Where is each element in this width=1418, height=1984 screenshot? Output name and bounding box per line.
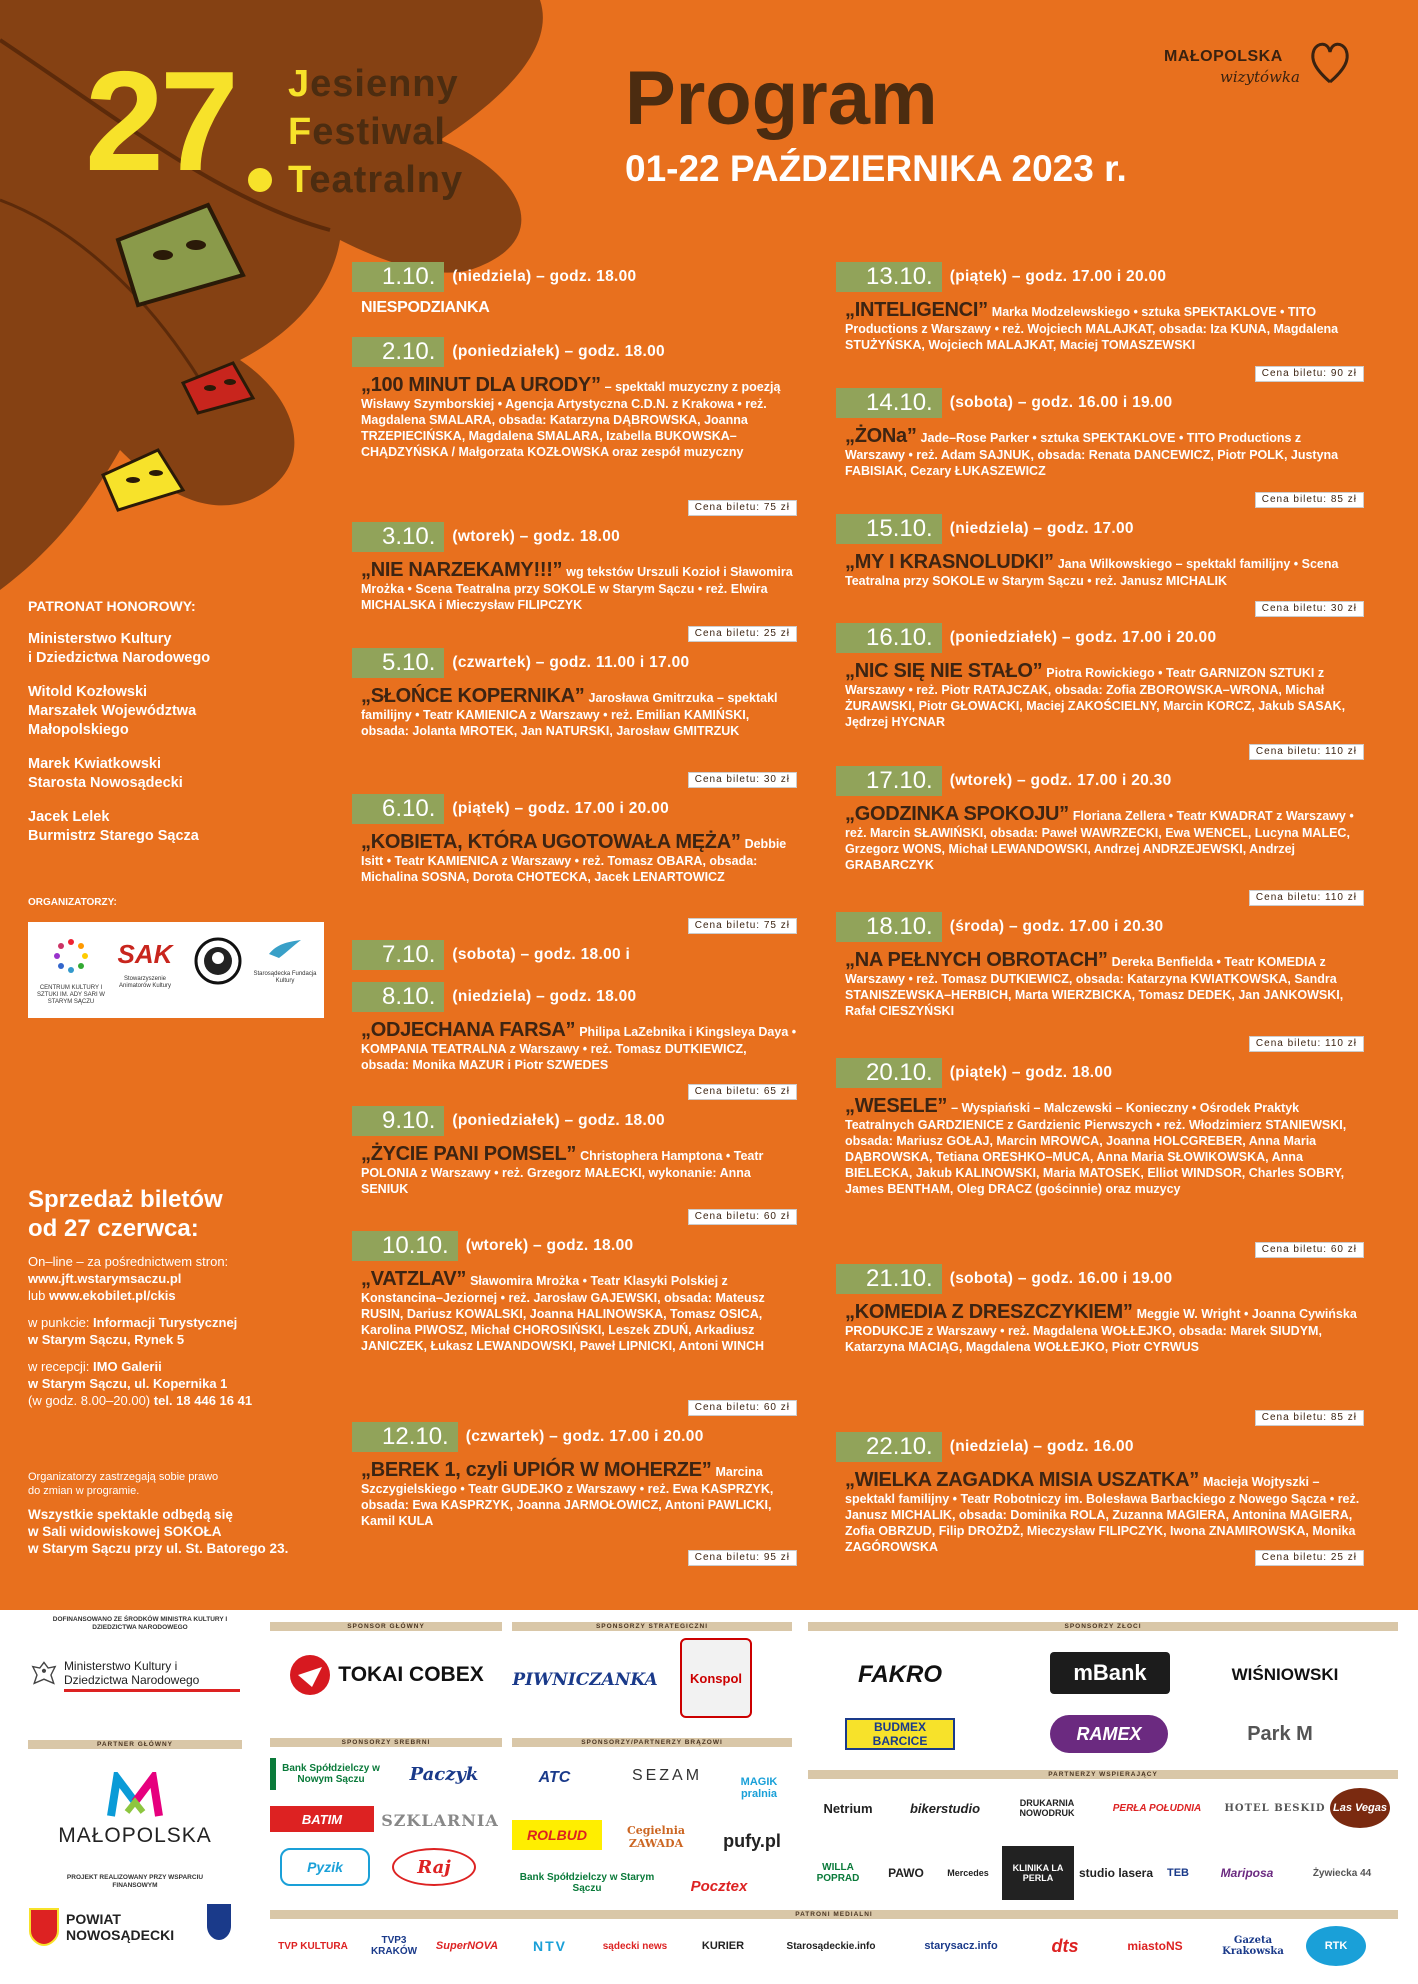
event-date: 13.10.	[836, 262, 942, 292]
sponsor-logo-pocztex: Pocztex	[690, 1877, 748, 1895]
sponsor-logo-kurier: KURIER	[701, 1940, 745, 1952]
sponsor-logo-teb: TEB	[1167, 1867, 1189, 1879]
event-18-10	[836, 912, 1364, 1052]
event-date: 1.10.	[352, 262, 444, 292]
program-dates: 01-22 PAŹDZIERNIKA 2023 r.	[625, 148, 1127, 189]
malopolska-logo: MAŁOPOLSKA	[28, 1760, 242, 1860]
ministry-logo: Ministerstwo Kultury i Dziedzictwa Narodowego	[30, 1650, 240, 1700]
festival-word-3: Teatralny	[288, 159, 464, 201]
program-title: Program	[625, 56, 938, 141]
ticket-price: Cena biletu: 110 zł	[1249, 890, 1364, 906]
event-body	[352, 824, 797, 885]
ck-dots-icon	[51, 936, 91, 976]
main-sponsor-label: SPONSOR GŁÓWNY	[270, 1622, 502, 1631]
event-17-10	[836, 766, 1364, 906]
event-time: (wtorek) – godz. 18.00	[465, 1237, 634, 1254]
sponsor-logo-per-a-po-udnia: PERŁA POŁUDNIA	[1112, 1802, 1202, 1814]
heart-icon	[1308, 38, 1352, 86]
ticket-price: Cena biletu: 30 zł	[1255, 601, 1364, 617]
mask-red-icon	[178, 358, 258, 418]
sponsor-logo-cegielnia-zawada: Cegielnia ZAWADA	[626, 1824, 686, 1850]
event-body	[352, 292, 797, 317]
event-date: 2.10.	[352, 337, 444, 367]
city-crest-icon	[205, 1902, 233, 1942]
sponsor-logo-willa-poprad: WILLA POPRAD	[816, 1862, 860, 1884]
event-date-row	[836, 766, 1364, 796]
event-description: Philipa LaZebnika i Kingsleya Daya • KOMPANIA TEATRALNA z Warszawy • reż. Tomasz DUTKIEWICZ, obsada: Monika MAZUR i Piotr SZWEDES	[361, 1025, 797, 1072]
ticket-price: Cena biletu: 60 zł	[1255, 1242, 1364, 1258]
event-description: Macieja Wojtyszki – spektakl familijny • Teatr Robotniczy im. Bolesława Barbackiego z Nowego Sącza • reż. Janusz MICHALIK, obsada: Dominika ROLA, Zuzanna MAGIERA, Antonina MAGIERA, Zofia OBRZUD, Filip DROŻDŻ, Mieczysław FILIPCZYK, Iwona ZNAMIROWSKA, Monika ZAGÓROWSKA	[845, 1475, 1360, 1554]
patron-3: Marek Kwiatkowski Starosta Nowosądecki	[28, 756, 183, 791]
event-description: Jarosława Gmitrzuka – spektakl familijny • Teatr KAMIENICA z Warszawy • reż. Emilian KAMIŃSKI, obsada: Jolanta MROTEK, Jan NATURSKI, Jarosław GMITRZUK	[361, 691, 778, 738]
event-1-10	[352, 262, 797, 331]
event-title: „NA PEŁNYCH OBROTACH”	[845, 949, 1108, 971]
event-time: (piątek) – godz. 17.00 i 20.00	[949, 268, 1167, 285]
organizer-notes: Organizatorzy zastrzegają sobie prawo do zmian w programie. Wszystkie spektakle odbędą się w Sali widowiskowej SOKOŁA w Starym Sączu przy ul. St. Batorego 23.	[28, 1471, 289, 1556]
event-date-row	[836, 1264, 1364, 1294]
event-body	[836, 418, 1364, 479]
event-5-10	[352, 648, 797, 788]
event-description: – Wyspiański – Malczewski – Konieczny • Ośrodek Praktyk Teatralnych GARDZIENICE z Gardzienic Pierwszych • reż. Włodzimierz STANIEWSKI, obsada: Mariusz GOŁAJ, Marcin MROWCA, Joanna HOLCGREBER, Anna Maria DĄBROWSKA, Tetiana ORESHKO–MUCA, Anna Maria SŁOWIKOWSKA, Anna BIELECKA, Jakub KALINOWSKI, Maria MATOSEK, Elliot WINDSOR, Charles SOBRY, James BENTHAM, Oleg DRACZ (gościnnie) oraz muzycy	[845, 1101, 1347, 1196]
event-date-row	[836, 388, 1364, 418]
ticket-price: Cena biletu: 110 zł	[1249, 744, 1364, 760]
konspol-logo: Konspol	[680, 1638, 752, 1718]
event-date: 18.10.	[836, 912, 942, 942]
event-date-row	[352, 337, 797, 367]
event-date-row	[836, 1058, 1364, 1088]
sponsor-logo-klinika-la-perla: KLINIKA LA PERLA	[1002, 1846, 1074, 1900]
event-22-10	[836, 1432, 1364, 1566]
event-title: „ŻONa”	[845, 425, 917, 447]
event-description: Debbie Isitt • Teatr KAMIENICA z Warszawy • reż. Tomasz OBARA, obsada: Michalina SOSNA, Dorota CHOTECKA, Jacek LENARTOWICZ	[361, 837, 787, 884]
saki-mark: SAK	[117, 939, 173, 969]
sponsor-logo-studio-lasera: studio lasera	[1078, 1866, 1154, 1880]
event-title: „MY I KRASNOLUDKI”	[845, 551, 1054, 573]
media-label: PATRONI MEDIALNI	[270, 1910, 1398, 1919]
partner-label: PARTNER GŁÓWNY	[28, 1740, 242, 1749]
festival-word-1: Jesienny	[288, 63, 459, 105]
event-title: „NIE NARZEKAMY!!!”	[361, 559, 563, 581]
event-date: 21.10.	[836, 1264, 942, 1294]
event-time: (środa) – godz. 17.00 i 20.30	[949, 918, 1164, 935]
event-date-row	[352, 940, 797, 970]
event-date: 14.10.	[836, 388, 942, 418]
ck-logo: CENTRUM KULTURY I SZTUKI IM. ADY SARI W STARYM SĄCZU	[36, 936, 106, 1002]
event-date: 7.10.	[352, 940, 444, 970]
event-15-10	[836, 514, 1364, 617]
event-title: „BEREK 1, czyli UPIÓR W MOHERZE”	[361, 1459, 712, 1481]
sponsor-logo-paczyk: Paczyk	[409, 1763, 479, 1785]
sponsor-logo-mercedes: Mercedes	[947, 1868, 989, 1878]
ticket-price: Cena biletu: 60 zł	[688, 1400, 797, 1416]
ramex-logo: RAMEX	[1050, 1715, 1168, 1753]
event-date: 5.10.	[352, 648, 444, 678]
sponsor-logo-rolbud: ROLBUD	[512, 1820, 602, 1850]
seal-logo	[188, 936, 248, 1002]
event-time: (sobota) – godz. 18.00 i	[452, 946, 631, 963]
event-body	[836, 1462, 1364, 1555]
sponsor-logo-bank-sp-dzielczy-w-starym-s-czu: Bank Spółdzielczy w Starym Sączu	[519, 1872, 655, 1894]
event-title: „ŻYCIE PANI POMSEL”	[361, 1143, 577, 1165]
organizers-logos	[28, 922, 324, 1018]
event-time: (poniedziałek) – godz. 18.00	[452, 1112, 665, 1129]
event-time: (poniedziałek) – godz. 18.00	[452, 343, 665, 360]
site-link-1[interactable]: www.jft.wstarymsaczu.pl	[28, 1271, 182, 1286]
event-date: 20.10.	[836, 1058, 942, 1088]
sponsor-logo-drukarnia-nowodruk: DRUKARNIA NOWODRUK	[1019, 1798, 1075, 1818]
ticket-price: Cena biletu: 30 zł	[688, 772, 797, 788]
sponsors-section	[0, 1610, 1418, 1984]
fakro-logo: FAKRO	[858, 1661, 942, 1688]
event-date-row	[836, 262, 1364, 292]
sponsor-logo-starysacz-info: starysacz.info	[924, 1940, 998, 1952]
event-20-10	[836, 1058, 1364, 1258]
ticket-price: Cena biletu: 25 zł	[688, 626, 797, 642]
sponsor-logo-bikerstudio: bikerstudio	[909, 1800, 981, 1816]
event-time: (sobota) – godz. 16.00 i 19.00	[949, 1270, 1173, 1287]
event-description: Dereka Benfielda • Teatr KOMEDIA z Warszawy • reż. Tomasz DUTKIEWICZ, obsada: Katarzyna KWIATKOWSKA, Sandra STANISZEWSKA–HERBICH, Marta WIERZBICKA, Tomasz DEDEK, Jan JANKOWSKI, Rafał CIESZYŃSKI	[845, 955, 1344, 1018]
event-2-10	[352, 337, 797, 516]
sponsor-logo-pawo: PAWO	[888, 1866, 924, 1880]
event-date-row	[836, 623, 1364, 653]
festival-dot	[248, 168, 272, 192]
mask-green-icon	[108, 200, 248, 310]
event-body	[352, 1452, 797, 1529]
sponsor-logo-raj: Raj	[392, 1848, 476, 1886]
sponsor-logo-pyzik: Pyzik	[280, 1848, 370, 1886]
event-description: Jade–Rose Parker • sztuka SPEKTAKLOVE • TITO Productions z Warszawy • reż. Adam SAJNUK, obsada: Renata DANCEWICZ, Piotr POLK, Justyna FABISIAK, Cezary ŁUKASZEWICZ	[845, 431, 1339, 478]
sponsor-logo-staros-deckie-info: Starosądeckie.info	[786, 1940, 876, 1952]
patronat-list	[28, 630, 210, 861]
event-description: Sławomira Mrożka • Teatr Klasyki Polskiej z Konstancina–Jeziornej • reż. Jarosław GAJEWSKI, obsada: Mateusz RUSIN, Dariusz KOWALSKI, Joanna HALINOWSKA, Tomasz OSICA, Karolina PIWOSZ, Michał CHOROSIŃSKI, Leszek ZDUŃ, Arkadiusz JANICZEK, Łukasz LEWANDOWSKI, Paweł LIPNICKI, Antoni WINCH	[361, 1274, 765, 1353]
festival-name	[288, 60, 463, 204]
event-14-10	[836, 388, 1364, 508]
event-date: 16.10.	[836, 623, 942, 653]
event-title: „WESELE”	[845, 1095, 948, 1117]
event-date: 9.10.	[352, 1106, 444, 1136]
support-label: PARTNERZY WSPIERAJĄCY	[808, 1770, 1398, 1779]
ticket-price: Cena biletu: 65 zł	[688, 1084, 797, 1100]
piwniczanka-logo: PIWNICZANKA	[512, 1670, 658, 1690]
festival-word-2: Festiwal	[288, 111, 446, 153]
event-body	[836, 544, 1364, 589]
ticket-price: Cena biletu: 25 zł	[1255, 1550, 1364, 1566]
event-time: (niedziela) – godz. 16.00	[949, 1438, 1134, 1455]
strategic-label: SPONSORZY STRATEGICZNI	[512, 1622, 792, 1631]
patron-4: Jacek Lelek Burmistrz Starego Sącza	[28, 809, 199, 844]
tokai-cobex-logo: TOKAI COBEX	[270, 1640, 502, 1710]
ticket-price: Cena biletu: 75 zł	[688, 918, 797, 934]
tickets-info-point: w punkcie: Informacji Turystycznej w Starym Sączu, Rynek 5	[28, 1315, 238, 1347]
ticket-price: Cena biletu: 85 zł	[1255, 492, 1364, 508]
mask-yellow-icon	[98, 445, 188, 515]
event-12-10	[352, 1422, 797, 1566]
event-time: (piątek) – godz. 17.00 i 20.00	[452, 800, 670, 817]
sponsor-logo-mariposa: Mariposa	[1220, 1866, 1274, 1880]
event-title: „INTELIGENCI”	[845, 299, 988, 321]
event-10-10	[352, 1231, 797, 1416]
sponsor-logo-batim: BATIM	[270, 1806, 374, 1832]
event-title: NIESPODZIANKA	[361, 299, 490, 316]
event-body	[352, 1136, 797, 1197]
event-body	[836, 942, 1364, 1019]
event-body	[836, 1294, 1364, 1355]
event-description: Christophera Hamptona • Teatr POLONIA z Warszawy • reż. Grzegorz MAŁECKI, wykonanie: Anna SENIUK	[361, 1149, 764, 1196]
event-date: 3.10.	[352, 522, 444, 552]
eagle-icon	[30, 1653, 58, 1697]
ticket-price: Cena biletu: 75 zł	[688, 500, 797, 516]
ticket-price: Cena biletu: 95 zł	[688, 1550, 797, 1566]
event-date: 6.10.	[352, 794, 444, 824]
event-body	[352, 367, 797, 460]
event-description: Piotra Rowickiego • Teatr GARNIZON SZTUKI z Warszawy • reż. Piotr RATAJCZAK, obsada: Zofia ZBOROWSKA–WRONA, Michał ŻURAWSKI, Piotr GŁOWACKI, Maciej ZAKOŚCIELNY, Marcin KORCZ, Jakub SASAK, Jędrzej HYCNAR	[845, 666, 1346, 729]
event-time: (niedziela) – godz. 17.00	[949, 520, 1134, 537]
patron-1: Ministerstwo Kultury i Dziedzictwa Narodowego	[28, 631, 211, 666]
tickets-online: On–line – za pośrednictwem stron: www.jft.wstarymsaczu.pl lub www.ekobilet.pl/ckis	[28, 1254, 229, 1303]
wisniowski-logo: WIŚNIOWSKI	[1231, 1665, 1339, 1684]
sponsor-logo-szklarnia: SZKLARNIA	[381, 1810, 499, 1830]
event-date: 22.10.	[836, 1432, 942, 1462]
event-date-row	[836, 1432, 1364, 1462]
festival-number: 27	[85, 42, 235, 201]
event-description: Marka Modzelewskiego • sztuka SPEKTAKLOVE • TITO Productions z Warszawy • reż. Wojciech MALAJKAT, obsada: Iza KUNA, Magdalena STUŻYŃSKA, Wojciech MALAJKAT, Maciej TOMASZEWSKI	[845, 305, 1339, 352]
event-body	[352, 1261, 797, 1354]
project-note: PROJEKT REALIZOWANY PRZY WSPARCIU FINANSOWYM	[66, 1874, 204, 1889]
event-date-row	[352, 1422, 797, 1452]
ticket-price: Cena biletu: 110 zł	[1249, 1036, 1364, 1052]
sponsor-logo-tvp-kultura: TVP KULTURA	[278, 1940, 348, 1952]
sponsor-logo-s-decki-news: sądecki news	[602, 1940, 668, 1952]
organizers-heading: ORGANIZATORZY:	[28, 897, 117, 908]
malopolska-m-icon	[105, 1772, 165, 1818]
budmex-logo: BUDMEX BARCICE	[845, 1718, 955, 1750]
event-title: „GODZINKA SPOKOJU”	[845, 803, 1069, 825]
parkm-logo: Park M	[1247, 1722, 1313, 1745]
fundacja-logo: Starosądecka Fundacja Kultury	[250, 936, 320, 1002]
patron-2: Witold Kozłowski Marszałek Województwa Małopolskiego	[28, 684, 197, 738]
event-date-row	[352, 1231, 797, 1261]
funding-note: DOFINANSOWANO ZE ŚRODKÓW MINISTRA KULTURY I DZIEDZICTWA NARODOWEGO	[52, 1616, 228, 1631]
sponsor-logo-netrium: Netrium	[823, 1800, 873, 1816]
patronat-heading: PATRONAT HONOROWY:	[28, 598, 196, 614]
tokai-mark-icon	[288, 1653, 332, 1697]
event-9-10	[352, 1106, 797, 1225]
event-date-row	[352, 1106, 797, 1136]
event-date-row	[352, 262, 797, 292]
gold-label: SPONSORZY ZŁOCI	[808, 1622, 1398, 1631]
sponsor-logo-sezam: SEZAM	[631, 1767, 703, 1784]
event-21-10	[836, 1264, 1364, 1426]
event-date: 12.10.	[352, 1422, 458, 1452]
tickets-reception: w recepcji: IMO Galerii w Starym Sączu, ul. Kopernika 1 (w godz. 8.00–20.00) tel. 18 446 16 41	[28, 1359, 253, 1408]
event-description: wg tekstów Urszuli Kozioł i Sławomira Mrożka • Scena Teatralna przy SOKOLE w Starym Sączu • reż. Elwira MICHALSKA i Mieczysław FILIPCZYK	[361, 565, 793, 612]
event-body	[352, 1012, 797, 1073]
ticket-price: Cena biletu: 85 zł	[1255, 1410, 1364, 1426]
event-date: 17.10.	[836, 766, 942, 796]
sponsor-logo-supernova: SuperNOVA	[435, 1940, 499, 1952]
event-time: (poniedziałek) – godz. 17.00 i 20.00	[949, 629, 1217, 646]
sponsor-logo-tvp3-krak-w: TVP3 KRAKÓW	[370, 1935, 418, 1957]
sponsor-logo--ywiecka-44: Żywiecka 44	[1312, 1867, 1372, 1879]
sponsor-logo-miastons: miastoNS	[1127, 1939, 1183, 1953]
event-title: „KOMEDIA Z DRESZCZYKIEM”	[845, 1301, 1133, 1323]
silver-label: SPONSORZY SREBRNI	[270, 1738, 502, 1747]
event-description: Meggie W. Wright • Joanna Cywińska PRODUKCJE z Warszawy • reż. Magdalena WOŁŁEJKO, obsada: Marek SIUDYM, Katarzyna MACIĄG, Magdalena WOŁŁEJKO, Piotr CYRWUS	[845, 1307, 1357, 1354]
event-title: „WIELKA ZAGADKA MISIA USZATKA”	[845, 1469, 1199, 1491]
event-time: (czwartek) – godz. 17.00 i 20.00	[465, 1428, 704, 1445]
sponsor-logo-pufy-pl: pufy.pl	[723, 1830, 781, 1851]
event-7-10	[352, 940, 797, 976]
powiat-crest-icon	[28, 1907, 60, 1947]
event-title: „KOBIETA, KTÓRA UGOTOWAŁA MĘŻA”	[361, 831, 741, 853]
mbank-logo: mBank	[1050, 1652, 1170, 1694]
event-time: (niedziela) – godz. 18.00	[452, 268, 637, 285]
event-description: Jana Wilkowskiego – spektakl familijny • Scena Teatralna przy SOKOLE w Starym Sączu • reż. Janusz MICHALIK	[845, 557, 1339, 588]
sponsor-logo-magik-pralnia: MAGIK pralnia	[740, 1776, 778, 1800]
event-time: (wtorek) – godz. 18.00	[452, 528, 621, 545]
sponsor-logo-atc: ATC	[538, 1769, 571, 1786]
event-time: (wtorek) – godz. 17.00 i 20.30	[949, 772, 1172, 789]
ticket-price: Cena biletu: 90 zł	[1255, 366, 1364, 382]
event-title: „100 MINUT DLA URODY”	[361, 374, 601, 396]
powiat-logo: POWIAT NOWOSĄDECKI	[28, 1902, 188, 1952]
event-description: – spektakl muzyczny z poezją Wisławy Szymborskiej • Agencja Artystyczna C.D.N. z Krakowa • reż. Magdalena SMALARA, obsada: Katarzyna DĄBROWSKA, Joanna TRZEPIECIŃSKA, Magdalena SMALARA, Izabella BUKOWSKA–CHĄDZYŃSKA / Małgorzata KOZŁOWSKA oraz zespół muzyczny	[361, 380, 781, 459]
sponsor-logo-bank-sp-dzielczy-w-nowym-s-czu: Bank Spółdzielczy w Nowym Sączu	[270, 1758, 382, 1790]
event-time: (sobota) – godz. 16.00 i 19.00	[949, 394, 1173, 411]
event-date-row	[352, 982, 797, 1012]
event-body	[352, 678, 797, 739]
tickets-info	[28, 1185, 252, 1419]
seal-icon	[193, 936, 243, 986]
event-body	[836, 292, 1364, 353]
event-date-row	[836, 912, 1364, 942]
event-date: 10.10.	[352, 1231, 458, 1261]
event-time: (piątek) – godz. 18.00	[949, 1064, 1113, 1081]
event-date-row	[352, 794, 797, 824]
event-date-row	[836, 514, 1364, 544]
event-date-row	[352, 522, 797, 552]
sponsor-logo-las-vegas: Las Vegas	[1330, 1788, 1390, 1828]
malopolska-wizytowka-logo: MAŁOPOLSKA wizytówka	[1160, 38, 1360, 98]
sponsor-logo-gazeta-krakowska: Gazeta Krakowska	[1222, 1935, 1284, 1957]
event-body	[836, 1088, 1364, 1197]
event-body	[836, 796, 1364, 873]
sponsor-logo-ntv: NTV	[533, 1938, 567, 1954]
event-description: Marcina Szczygielskiego • Teatr GUDEJKO z Warszawy • reż. Ewa KASPRZYK, obsada: Ewa KASPRZYK, Joanna JARMOŁOWICZ, Antoni PAWLICKI, Kamil KULA	[361, 1465, 774, 1528]
event-title: „NIC SIĘ NIE STAŁO”	[845, 660, 1043, 682]
event-title: „VATZLAV”	[361, 1268, 467, 1290]
event-description: Floriana Zellera • Teatr KWADRAT z Warszawy • reż. Marcin SŁAWIŃSKI, obsada: Paweł WAWRZECKI, Ewa WENCEL, Lucyna MALEC, Grzegorz WONS, Michał LEWANDOWSKI, Andrzej ANDRZEJEWSKI, Andrzej GRABARCZYK	[845, 809, 1354, 872]
site-link-2[interactable]: www.ekobilet.pl/ckis	[48, 1288, 176, 1303]
event-time: (niedziela) – godz. 18.00	[452, 988, 637, 1005]
event-8-10	[352, 982, 797, 1100]
bird-icon	[265, 936, 305, 962]
event-3-10	[352, 522, 797, 642]
event-body	[836, 653, 1364, 730]
event-6-10	[352, 794, 797, 934]
event-13-10	[836, 262, 1364, 382]
sponsor-logo-dts: dts	[1051, 1935, 1079, 1956]
sponsor-logo-rtk: RTK	[1306, 1926, 1366, 1966]
tickets-heading: Sprzedaż biletów od 27 czerwca:	[28, 1186, 223, 1242]
event-date-row	[352, 648, 797, 678]
ticket-price: Cena biletu: 60 zł	[688, 1209, 797, 1225]
saki-logo: SAK Stowarzyszenie Animatorów Kultury	[110, 936, 180, 1002]
event-date: 8.10.	[352, 982, 444, 1012]
event-time: (czwartek) – godz. 11.00 i 17.00	[452, 654, 690, 671]
event-title: „SŁOŃCE KOPERNIKA”	[361, 685, 585, 707]
bronze-label: SPONSORZY/PARTNERZY BRĄZOWI	[512, 1738, 792, 1747]
event-date: 15.10.	[836, 514, 942, 544]
sponsor-logo-hotel-beskid: HOTEL BESKID	[1224, 1802, 1326, 1814]
event-title: „ODJECHANA FARSA”	[361, 1019, 576, 1041]
event-16-10	[836, 623, 1364, 760]
event-body	[352, 552, 797, 613]
